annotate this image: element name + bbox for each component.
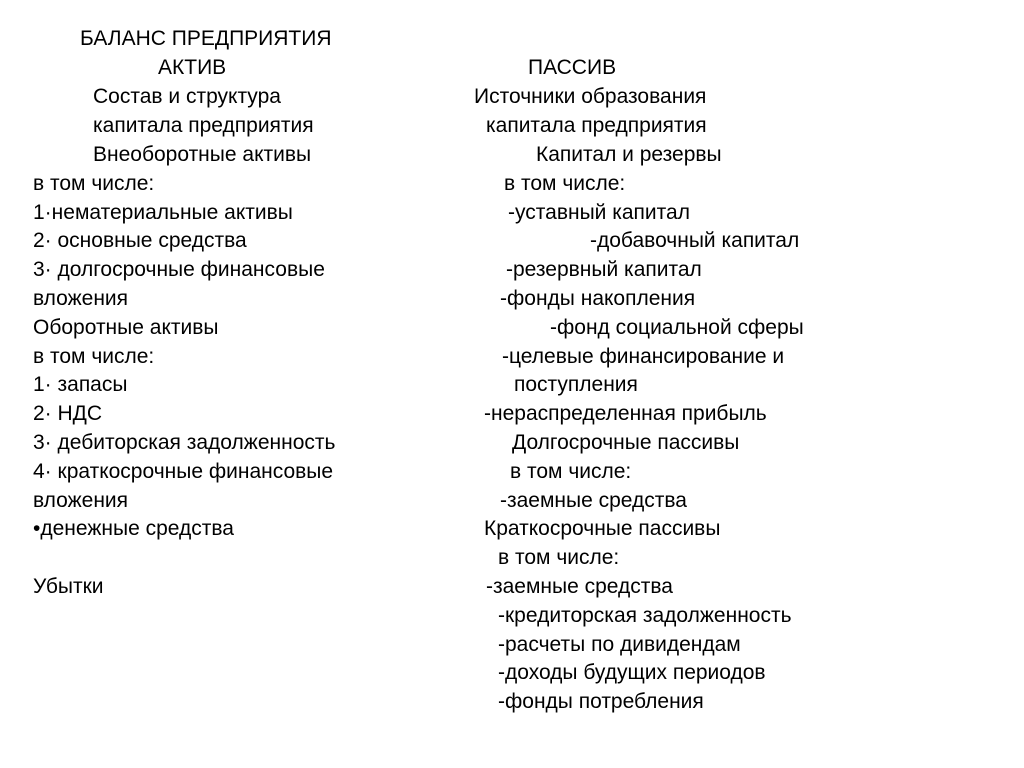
assets-line: Оборотные активы xyxy=(33,316,219,339)
liabilities-line: Краткосрочные пассивы xyxy=(484,517,721,540)
liabilities-line: -фонд социальной сферы xyxy=(550,316,804,339)
liabilities-line: Источники образования xyxy=(474,85,707,108)
assets-line: капитала предприятия xyxy=(93,114,314,137)
liabilities-line: в том числе: xyxy=(504,172,626,195)
assets-line: 3· долгосрочные финансовые xyxy=(33,258,325,281)
assets-line: 1· запасы xyxy=(33,373,128,396)
assets-line: Убытки xyxy=(33,575,104,598)
liabilities-line: -расчеты по дивидендам xyxy=(498,633,741,656)
assets-line: в том числе: xyxy=(33,172,155,195)
assets-line: •денежные средства xyxy=(33,517,234,540)
assets-line: 1·нематериальные активы xyxy=(33,201,293,224)
liabilities-line: -кредиторская задолженность xyxy=(498,604,792,627)
liabilities-line: -заемные средства xyxy=(486,575,673,598)
assets-line: 2· основные средства xyxy=(33,229,247,252)
liabilities-line: поступления xyxy=(514,373,638,396)
assets-line: 3· дебиторская задолженность xyxy=(33,431,336,454)
liabilities-line: -фонды потребления xyxy=(498,690,704,713)
liabilities-line: -уставный капитал xyxy=(508,201,690,224)
liabilities-line: -доходы будущих периодов xyxy=(498,661,766,684)
assets-heading: АКТИВ xyxy=(158,56,227,79)
assets-line: вложения xyxy=(33,287,129,310)
liabilities-line: -резервный капитал xyxy=(506,258,702,281)
liabilities-line: -добавочный капитал xyxy=(590,229,800,252)
assets-line: Внеоборотные активы xyxy=(93,143,312,166)
page-title: БАЛАНС ПРЕДПРИЯТИЯ xyxy=(80,27,332,50)
assets-line: вложения xyxy=(33,489,129,512)
liabilities-line: -заемные средства xyxy=(500,489,687,512)
assets-line: Состав и структура xyxy=(93,85,281,108)
liabilities-line: капитала предприятия xyxy=(486,114,707,137)
liabilities-line: в том числе: xyxy=(510,460,632,483)
liabilities-heading: ПАССИВ xyxy=(528,56,617,79)
liabilities-line: Капитал и резервы xyxy=(536,143,722,166)
liabilities-line: Долгосрочные пассивы xyxy=(512,431,740,454)
liabilities-line: -целевые финансирование и xyxy=(502,345,785,368)
liabilities-line: в том числе: xyxy=(498,546,620,569)
liabilities-line: -фонды накопления xyxy=(500,287,696,310)
assets-line: 4· краткосрочные финансовые xyxy=(33,460,334,483)
assets-line: в том числе: xyxy=(33,345,155,368)
liabilities-line: -нераспределенная прибыль xyxy=(484,402,767,425)
assets-line: 2· НДС xyxy=(33,402,103,425)
